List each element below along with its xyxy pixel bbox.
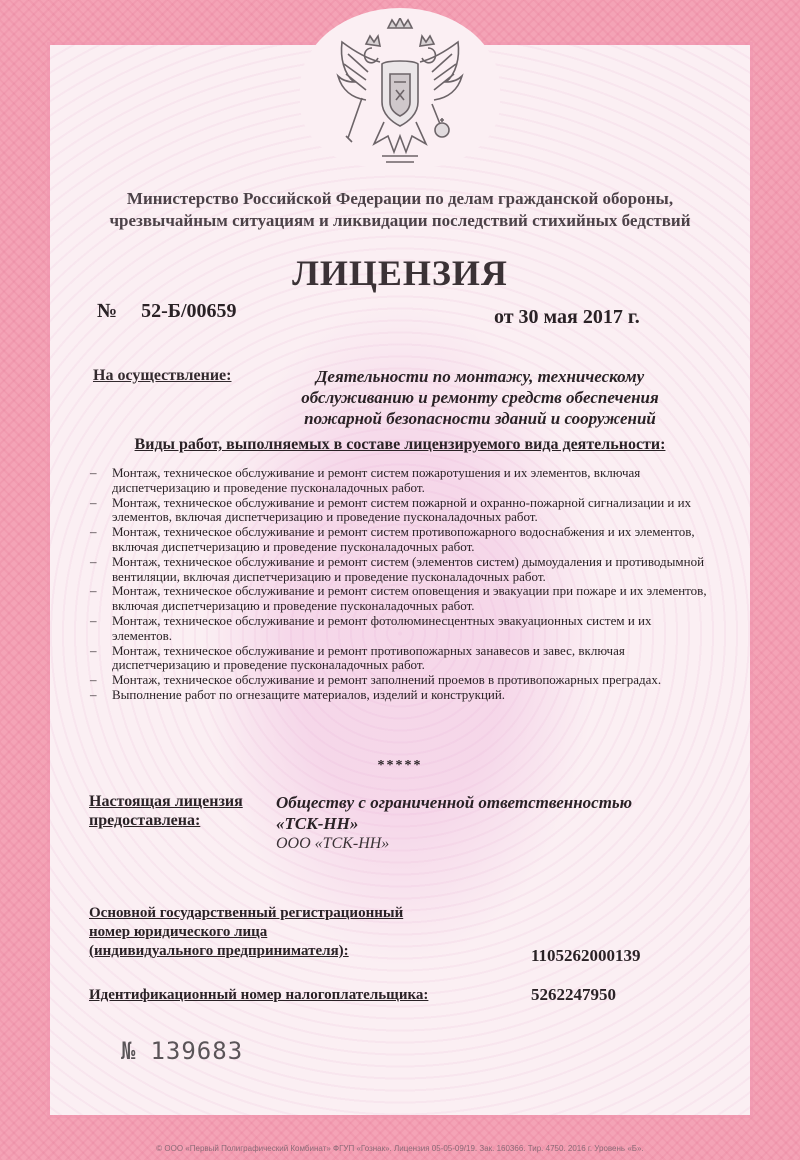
- licensee-full-name-line-1: Обществу с ограниченной ответственностью: [276, 793, 633, 812]
- serial-number-sign: №: [121, 1037, 137, 1065]
- work-type-text: Монтаж, техническое обслуживание и ремонт систем оповещения и эвакуации при пожаре и их элементов, включая диспетчеризацию и проведение пусконаладочных работ.: [112, 583, 707, 614]
- license-date: от 30 мая 2017 г.: [494, 306, 640, 328]
- printer-note: © ООО «Первый Полиграфический Комбинат» ФГУП «Гознак». Лицензия 05-05-09/19. Зак. 160366. Тир. 4750. 2016 г. Уровень «Б».: [156, 1144, 644, 1153]
- work-type-item: [90, 673, 710, 688]
- list-dash: –: [90, 642, 97, 658]
- ogrn-label-line-2: номер юридического лица: [89, 924, 268, 940]
- double-headed-eagle-emblem-icon: [328, 18, 472, 168]
- section-separator: *****: [377, 758, 423, 773]
- licensee-label: [89, 792, 243, 830]
- work-types-list: [90, 466, 710, 703]
- list-dash: –: [90, 583, 97, 599]
- ministry-line-2: чрезвычайным ситуациям и ликвидации последствий стихийных бедствий: [109, 211, 691, 230]
- activity-text: Деятельности по монтажу, техническому обслуживанию и ремонту средств обеспечения пожарной безопасности зданий и сооружений: [301, 367, 659, 428]
- list-dash: –: [90, 494, 97, 510]
- ogrn-label-line-1: Основной государственный регистрационный: [89, 905, 404, 921]
- inn-value: 5262247950: [531, 985, 616, 1004]
- work-type-text: Монтаж, техническое обслуживание и ремонт заполнений проемов в противопожарных преградах.: [112, 672, 662, 688]
- licensee-full-name-line-2: «ТСК-НН»: [276, 814, 359, 833]
- document-title: ЛИЦЕНЗИЯ: [292, 253, 508, 293]
- activity-label: На осуществление:: [93, 367, 232, 384]
- work-type-text: Монтаж, техническое обслуживание и ремонт фотолюминесцентных эвакуационных систем и их элементов.: [112, 612, 652, 643]
- work-type-text: Монтаж, техническое обслуживание и ремонт противопожарных занавесов и завес, включая диспетчеризацию и проведение пусконаладочных работ.: [112, 642, 625, 673]
- work-types-title: Виды работ, выполняемых в составе лицензируемого вида деятельности:: [134, 436, 666, 453]
- inn-label: Идентификационный номер налогоплательщика:: [89, 987, 429, 1003]
- license-number: [97, 300, 237, 323]
- work-type-item: [90, 496, 710, 526]
- form-serial-number: [121, 1037, 243, 1065]
- work-type-item: [90, 466, 710, 496]
- ogrn-label: [89, 904, 403, 961]
- number-sign: №: [97, 300, 118, 322]
- serial-number-value: 139683: [150, 1037, 244, 1065]
- list-dash: –: [90, 524, 97, 540]
- work-type-item: [90, 555, 710, 585]
- list-dash: –: [90, 686, 97, 702]
- licensee-full-name: [276, 792, 632, 834]
- ministry-line-1: Министерство Российской Федерации по делам гражданской обороны,: [126, 189, 674, 208]
- work-type-item: [90, 614, 710, 644]
- list-dash: –: [90, 612, 97, 628]
- license-number-value: 52-Б/00659: [141, 300, 237, 322]
- licensee-label-line-2: предоставлена:: [89, 812, 201, 829]
- work-type-item: [90, 584, 710, 614]
- licensee-short-name: ООО «ТСК-НН»: [276, 835, 390, 852]
- work-type-text: Выполнение работ по огнезащите материалов, изделий и конструкций.: [112, 686, 506, 702]
- ogrn-value: 1105262000139: [531, 946, 641, 965]
- work-type-text: Монтаж, техническое обслуживание и ремонт систем пожарной и охранно-пожарной сигнализации и их элементов, включая диспетчеризацию и проведение пусконаладочных работ.: [112, 494, 692, 525]
- work-type-item: [90, 688, 710, 703]
- work-type-item: [90, 525, 710, 555]
- licensee-label-line-1: Настоящая лицензия: [89, 793, 243, 810]
- work-type-text: Монтаж, техническое обслуживание и ремонт систем (элементов систем) дымоудаления и противодымной вентиляции, включая диспетчеризацию и проведение пусконаладочных работ.: [112, 553, 705, 584]
- list-dash: –: [90, 672, 97, 688]
- list-dash: –: [90, 465, 97, 480]
- work-type-item: [90, 644, 710, 674]
- ministry-heading: [0, 188, 800, 232]
- ogrn-label-line-3: (индивидуального предпринимателя):: [89, 943, 349, 959]
- list-dash: –: [90, 553, 97, 569]
- work-type-text: Монтаж, техническое обслуживание и ремонт систем пожаротушения и их элементов, включая диспетчеризацию и проведение пусконаладочных работ.: [112, 465, 641, 495]
- work-type-text: Монтаж, техническое обслуживание и ремонт систем противопожарного водоснабжения и их элементов, включая диспетчеризацию и проведение пусконаладочных работ.: [112, 524, 695, 554]
